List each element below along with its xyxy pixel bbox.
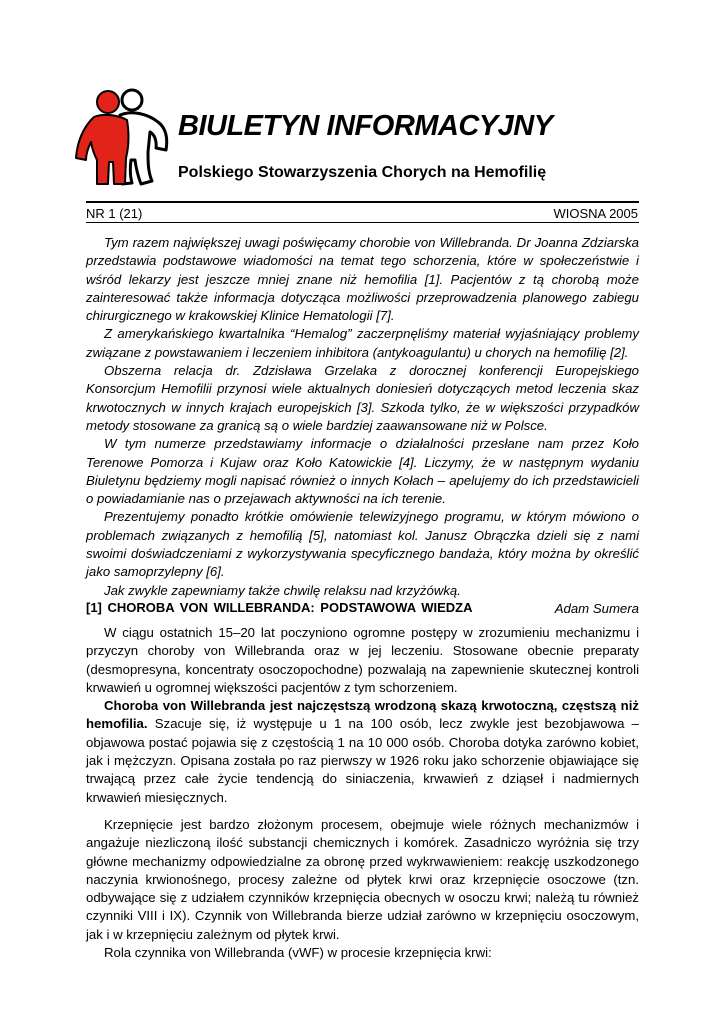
article-paragraph: [86, 697, 639, 807]
editorial-paragraph: Z amerykańskiego kwartalnika “Hemalog” zaczerpnęliśmy materiał wyjaśniający problemy związane z powstawaniem i leczeniem inhibitora (antykoagulantu) u chorych na hemofilię [2].: [86, 326, 639, 360]
editorial-section: [86, 234, 639, 618]
header-rule-top: [86, 201, 639, 203]
key-statement: Choroba von Willebranda jest najczęstszą wrodzoną skazą krwotoczną, częstszą niż hemofilia.: [86, 698, 639, 732]
editorial-paragraph: Prezentujemy ponadto krótkie omówienie telewizyjnego programu, w którym mówiono o problemach związanych z hemofilią [5], natomiast kol. Janusz Obrączka dzieli się z nami swoimi doświadczeniami z wykorzystywania specyficznego bandaża, który można by określić jako samoprzylepny [6].: [86, 509, 639, 580]
header-rule-bottom: [86, 222, 639, 223]
logo-red-figure: [76, 91, 128, 184]
editorial-paragraph: Jak zwykle zapewniamy także chwilę relaksu nad krzyżówką.: [104, 582, 461, 598]
editorial-paragraph: W tym numerze przedstawiamy informacje o działalności przesłane nam przez Koło Terenowe Pomorza i Kujaw oraz Koło Katowickie [4]. Liczymy, że w następnym wydaniu Biuletynu będziemy mogli napisać również o innych Kołach – apelujemy do ich przedstawicieli o powiadamianie nas o przejawach aktywności na ich terenie.: [86, 436, 639, 507]
article-body: [86, 624, 639, 962]
paragraph-continuation: Szacuje się, iż występuje u 1 na 100 osób, lecz zwykle jest bezobjawowa – objawowa postać pojawia się z częstością 1 na 10 000 osób. Choroba dotyka zarówno kobiet, jak i mężczyzn. Opisana została po raz pierwszy w 1926 roku jako schorzenie objawiające się trwającą przez całe życie tendencją do siniaczenia, krwawień z dziąseł i nadmiernych krwawień miesięcznych.: [86, 716, 639, 805]
editorial-paragraph: Tym razem największej uwagi poświęcamy chorobie von Willebranda. Dr Joanna Zdziarska przedstawia podstawowe wiadomości na temat tego schorzenia, które w społeczeństwie i wśród lekarzy jest jeszcze mniej znane niż hemofilia [1]. Pacjentów z tą chorobą może zainteresować także informacja dotycząca możliwości przeprowadzenia planowego zabiegu chirurgicznego w krakowskiej Klinice Hematologii [7].: [86, 235, 639, 324]
section-heading: [1] CHOROBA VON WILLEBRANDA: PODSTAWOWA WIEDZA: [86, 600, 473, 615]
article-paragraph: W ciągu ostatnich 15–20 lat poczyniono ogromne postępy w zrozumieniu mechanizmu i przyczyn choroby von Willebranda oraz w jej leczeniu. Stosowane obecnie preparaty (desmopresyna, koncentraty osoczopochodne) pozwalają na zapewnienie skutecznej kontroli krwawień u ogromnej większości pacjentów z tym schorzeniem.: [86, 625, 639, 695]
article-paragraph: Krzepnięcie jest bardzo złożonym procesem, obejmuje wiele różnych mechanizmów i angażuje niezliczoną ilość substancji chemicznych i komórek. Zasadniczo wyróżnia się trzy główne mechanizmy odpowiedzialne za obronę przed wykrwawieniem: reakcję uszkodzonego naczynia krwionośnego, procesy zależne od płytek krwi oraz krzepnięcie osoczowe (tzn. odbywające się z udziałem czynników krzepnięcia obecnych w osoczu krwi; należą tu również czynniki VIII i IX). Czynnik von Willebranda bierze udział zarówno w krzepnięciu osoczowym, jak i w krzepnięciu zależnym od płytek krwi.: [86, 816, 639, 942]
editorial-author: Adam Sumera: [554, 600, 639, 616]
issue-season: WIOSNA 2005: [553, 206, 638, 221]
bulletin-subtitle: Polskiego Stowarzyszenia Chorych na Hemofilię: [178, 164, 547, 181]
editorial-paragraph: Obszerna relacja dr. Zdzisława Grzelaka z dorocznej konferencji Europejskiego Konsorcjum Hemofilii przynosi wiele aktualnych doniesień dotyczących metod leczenia skaz krwotocznych w innych krajach europejskich [3]. Szkoda tylko, że w większości przypadków metody stosowane za granicą są o wiele bardziej zaawansowane niż w Polsce.: [86, 363, 639, 433]
issue-number: NR 1 (21): [86, 206, 143, 221]
article-paragraph: Rola czynnika von Willebranda (vWF) w procesie krzepnięcia krwi:: [104, 945, 492, 961]
hemophilia-association-logo: [74, 88, 170, 188]
bulletin-title: BIULETYN INFORMACYJNY: [178, 110, 553, 142]
